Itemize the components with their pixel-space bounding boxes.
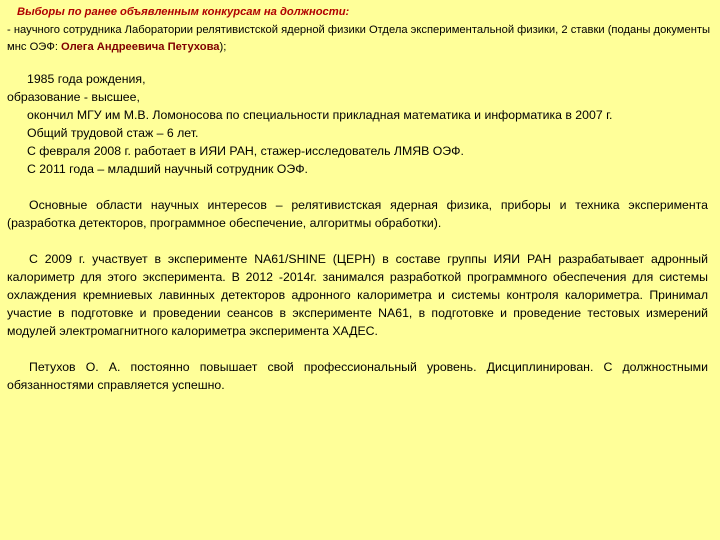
header-title: Выборы по ранее объявленным конкурсам на должности: (17, 6, 350, 18)
bio-line-education: образование - высшее, (7, 90, 140, 104)
candidate-name: Олега Андреевича Петухова (61, 41, 220, 53)
document-body (7, 70, 708, 394)
position-text: - научного сотрудника Лаборатории релятивистской ядерной физики Отдела экспериментальной физики, 2 ставки (поданы документы мнс ОЭФ: (7, 23, 711, 53)
bio-line-employment: С февраля 2008 г. работает в ИЯИ РАН, стажер-исследователь ЛМЯВ ОЭФ. (27, 144, 464, 158)
bio-line-experience: Общий трудовой стаж – 6 лет. (27, 126, 199, 140)
document-header (7, 4, 713, 57)
paragraph-conclusion: Петухов О. А. постоянно повышает свой профессиональный уровень. Дисциплинирован. С должностными обязанностями справляется успешно. (7, 360, 708, 392)
bio-line-position: С 2011 года – младший научный сотрудник ОЭФ. (27, 162, 308, 176)
paragraph-interests: Основные области научных интересов – релятивистская ядерная физика, приборы и техника эксперимента (разработка детекторов, программное обеспечение, алгоритмы обработки). (7, 198, 708, 230)
paragraph-work: С 2009 г. участвует в эксперименте NA61/SHINE (ЦЕРН) в составе группы ИЯИ РАН разрабатывает адронный калориметр для этого эксперимента. В 2012 -2014г. занимался разработкой программного обеспечения для системы охлаждения кремниевых лавинных детекторов адронного калориметра и системы контроля калориметра. Принимал участие в подготовке и проведении сеансов в эксперименте NA61, в подготовке и проведение тестовых измерений модулей электромагнитного калориметра эксперимента ХАДЕС. (7, 252, 708, 338)
bio-block (7, 70, 708, 178)
bio-line-birth: 1985 года рождения, (27, 72, 146, 86)
position-end: ); (219, 41, 227, 53)
position-description (7, 22, 713, 57)
bio-line-university: окончил МГУ им М.В. Ломоносова по специальности прикладная математика и информатика в 2007 г. (27, 108, 613, 122)
